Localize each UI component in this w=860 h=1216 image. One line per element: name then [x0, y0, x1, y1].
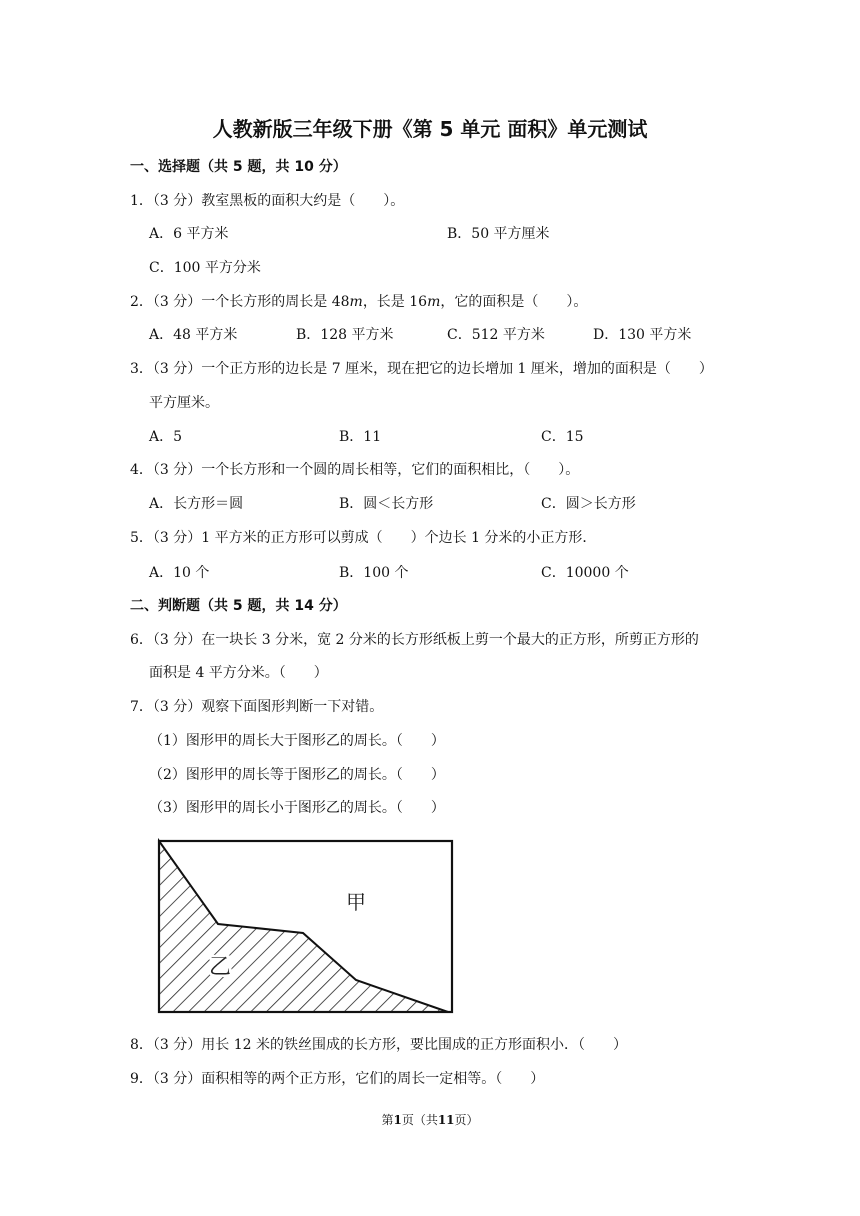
question-3-option-c: C．15 [541, 429, 584, 445]
question-3-stem: 3．（3 分）一个正方形的边长是 7 厘米，现在把它的边长增加 1 厘米，增加的面积是（ ） [130, 361, 713, 377]
question-6-stem: 6．（3 分）在一块长 3 分米，宽 2 分米的长方形纸板上剪一个最大的正方形，所剪正方形的 [130, 632, 699, 648]
footer-text: 页） [454, 1113, 479, 1127]
section-heading-choice: 一、选择题（共 5 题，共 10 分） [130, 159, 347, 175]
page-title: 人教新版三年级下册《第 5 单元 面积》单元测试 [212, 117, 648, 141]
question-1-option-c: C．100 平方分米 [149, 260, 261, 276]
question-3-option-a: A．5 [149, 429, 183, 445]
question-7-statement-3: （3）图形甲的周长小于图形乙的周长。（ ） [149, 800, 445, 816]
question-2-stem-part: ，长是 16 [362, 294, 428, 310]
question-2-option-a: A．48 平方米 [149, 327, 238, 343]
question-7-stem: 7．（3 分）观察下面图形判断一下对错。 [130, 699, 384, 715]
footer-text: 页（共 [401, 1113, 438, 1127]
question-3-option-b: B．11 [339, 429, 382, 445]
question-9-stem: 9．（3 分）面积相等的两个正方形，它们的周长一定相等。（ ） [130, 1071, 545, 1087]
question-1-stem: 1．（3 分）教室黑板的面积大约是（ ）。 [130, 193, 405, 209]
unit-meter: m [349, 294, 363, 310]
question-5-option-a: A．10 个 [149, 565, 210, 581]
question-7-statement-2: （2）图形甲的周长等于图形乙的周长。（ ） [149, 767, 445, 783]
question-2-option-d: D．130 平方米 [593, 327, 692, 343]
question-3-stem-continued: 平方厘米。 [149, 395, 219, 411]
question-4-option-b: B．圆＜长方形 [339, 496, 434, 512]
question-2-stem-part: ，它的面积是（ ）。 [440, 294, 588, 310]
unit-meter: m [427, 294, 441, 310]
question-4-option-c: C．圆＞长方形 [541, 496, 636, 512]
question-2-option-b: B．128 平方米 [296, 327, 394, 343]
question-2-option-c: C．512 平方米 [447, 327, 545, 343]
question-2-stem-part: 2．（3 分）一个长方形的周长是 48 [130, 294, 350, 310]
footer-page-number: 1 [393, 1113, 402, 1127]
question-8-stem: 8．（3 分）用长 12 米的铁丝围成的长方形，要比围成的正方形面积小．（ ） [130, 1037, 627, 1053]
question-4-stem: 4．（3 分）一个长方形和一个圆的周长相等，它们的面积相比，（ ）。 [130, 462, 580, 478]
section-heading-judgement: 二、判断题（共 5 题，共 14 分） [130, 598, 347, 614]
footer-text: 第 [381, 1113, 394, 1127]
question-1-option-a: A．6 平方米 [149, 226, 229, 242]
question-5-stem: 5．（3 分）1 平方米的正方形可以剪成（ ）个边长 1 分米的小正方形． [130, 530, 597, 546]
label-jia: 甲 [346, 890, 366, 914]
label-yi: 乙 [208, 955, 232, 980]
question-5-option-b: B．100 个 [339, 565, 409, 581]
page-footer [0, 1111, 860, 1129]
question-2-stem [130, 293, 587, 311]
question-7-statement-1: （1）图形甲的周长大于图形乙的周长。（ ） [149, 733, 445, 749]
question-4-option-a: A．长方形＝圆 [149, 496, 244, 512]
footer-total-pages: 11 [437, 1113, 455, 1127]
question-7-figure [150, 832, 462, 1022]
question-5-option-c: C．10000 个 [541, 565, 629, 581]
question-1-option-b: B．50 平方厘米 [447, 226, 550, 242]
shape-yi-hatched-region [159, 841, 448, 1012]
question-6-stem-continued: 面积是 4 平方分米。（ ） [149, 665, 328, 681]
